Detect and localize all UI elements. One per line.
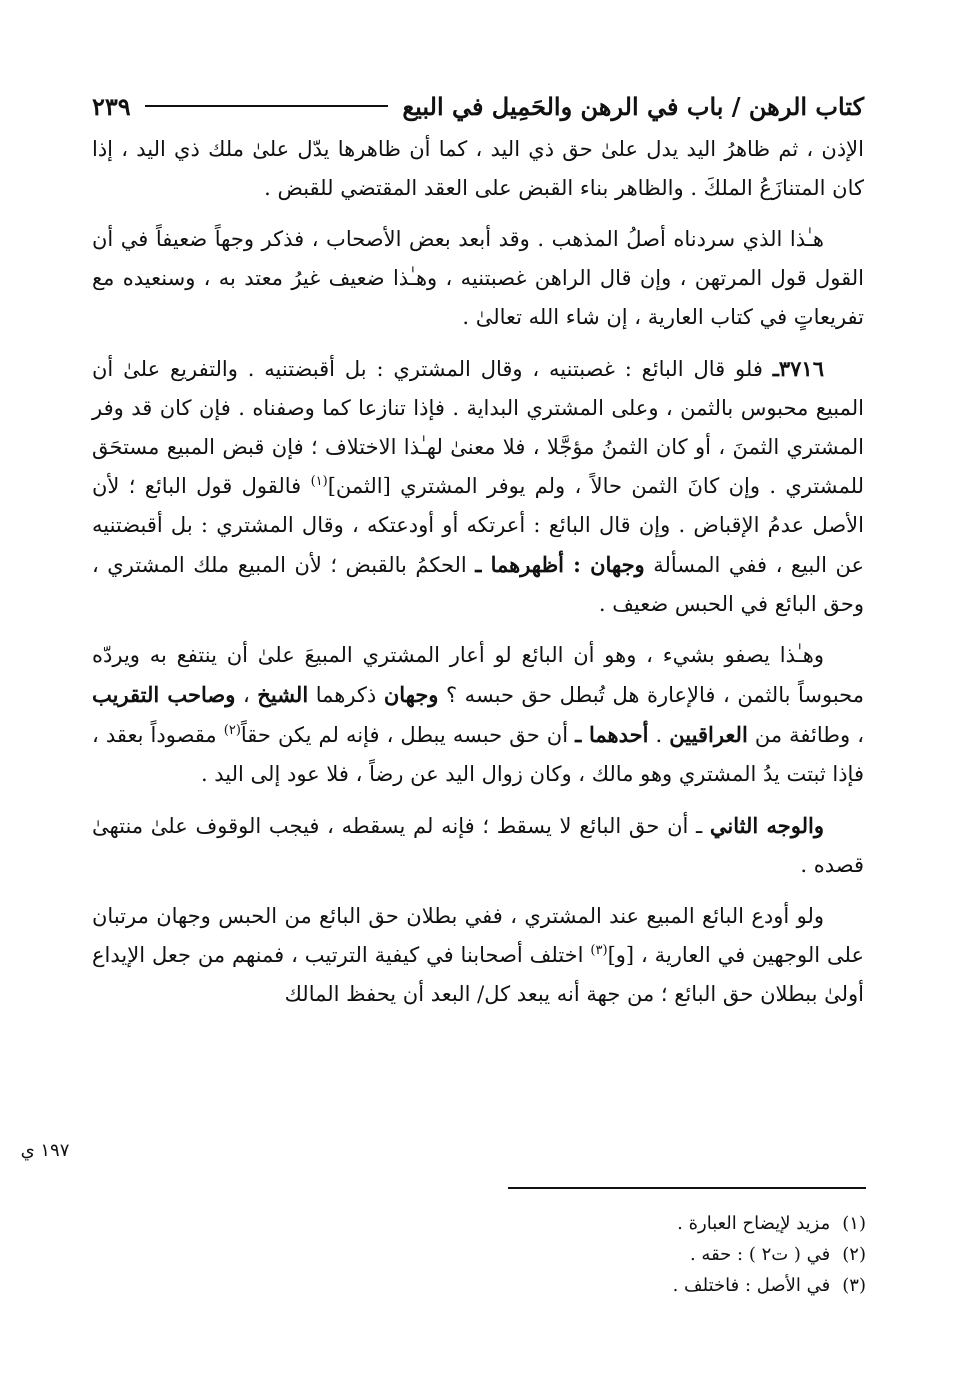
text-run: ، وطائفة من	[747, 723, 865, 747]
paragraph	[92, 636, 864, 794]
text-run: مقصوداً بعقد ، فإذا ثبتت يدُ المشتري وهو مالك ، وكان زوال اليد عن رضاً ، فلا عود إلى اليد .	[92, 723, 864, 786]
footnote-number: (٣)	[842, 1275, 866, 1296]
margin-note: ١٩٧ ي	[20, 1140, 70, 1161]
header-rule	[145, 105, 389, 107]
bold-text: وجهان	[383, 682, 439, 707]
footnote-marker: (١)	[310, 474, 328, 489]
paragraph	[92, 349, 864, 624]
text-run: وهـٰذا يصفو بشيء ، وهو أن البائع لو أعار المشتري المبيعَ علىٰ أن ينتفع به ويردّه محبوساً بالثمن ، فالإعارة هل تُبطل حق حبسه ؟	[92, 643, 864, 707]
text-run: فلو قال البائع : غصبتنيه ، وقال المشتري : بل أقبضتنيه . والتفريع علىٰ أن المبيع محبوس بالثمن ، وعلى المشتري البداية . فإذا تنازعا كما وصفناه . فإن كان قد وفر المشتري الثمنَ ، أو كان الثمنُ مؤجَّلا ، فلا معنىٰ لهـٰذا الاختلاف ؛ فإن قبض المبيع مستحَق للمشتري . وإن كانَ الثمن حالاً ، ولم يوفر المشتري [الثمن]	[92, 357, 864, 498]
bold-text: العراقيين	[669, 722, 748, 747]
text-run: ،	[235, 683, 258, 707]
paragraph	[92, 897, 864, 1014]
text-run: ـ أن حق البائع لا يسقط ؛ فإنه لم يسقطه ، فيجب الوقوف علىٰ منتهىٰ قصده .	[92, 814, 864, 877]
footnote-text: مزيد لإيضاح العبارة .	[677, 1213, 831, 1234]
footnote-rule	[508, 1187, 866, 1189]
text-run: الحكمُ بالقبض ؛ لأن المبيع ملك المشتري ، وحق البائع في الحبس ضعيف .	[92, 553, 864, 616]
paragraph	[92, 220, 864, 337]
footnotes	[300, 1208, 866, 1301]
footnote-text: في الأصل : فاختلف .	[672, 1275, 831, 1296]
text-run: ذكرهما	[308, 683, 384, 707]
paragraph	[92, 806, 864, 885]
footnote	[300, 1239, 866, 1270]
body-text	[92, 130, 864, 1014]
footnote-number: (١)	[842, 1213, 866, 1234]
bold-text: وجهان : أظهرهما ـ	[475, 552, 645, 577]
footnote-marker: (٣)	[590, 943, 608, 958]
footnote	[300, 1208, 866, 1239]
footnote-number: (٢)	[842, 1244, 866, 1265]
text-run: أن حق حبسه يبطل ، فإنه لم يكن حقاً	[240, 723, 576, 747]
text-run: ولو أودع البائع المبيع عند المشتري ، ففي بطلان حق البائع من الحبس وجهان مرتبان على الوجهين في العارية ، [و]	[92, 904, 864, 967]
bold-text: الشيخ	[257, 682, 309, 707]
paragraph	[92, 130, 864, 208]
footnote	[300, 1270, 866, 1301]
text-run: .	[648, 723, 670, 747]
footnote-marker: (٢)	[223, 723, 241, 738]
text-run: هـٰذا الذي سردناه أصلُ المذهب . وقد أبعد بعض الأصحاب ، فذكر وجهاً ضعيفاً في أن القول قول المرتهن ، وإن قال الراهن غصبتنيه ، وهـٰذا ضعيف غيرُ معتد به ، وسنعيده مع تفريعاتٍ في كتاب العارية ، إن شاء الله تعالىٰ .	[92, 227, 864, 329]
footnote-text: في ( ت٢ ) : حقه .	[689, 1244, 831, 1265]
running-header	[92, 86, 864, 126]
chapter-title: كتاب الرهن / باب في الرهن والحَمِيل في البيع	[402, 91, 864, 121]
bold-text: أحدهما ـ	[575, 722, 649, 747]
bold-text: ٣٧١٦ـ	[772, 356, 824, 381]
page-number: ٢٣٩	[92, 91, 131, 121]
text-run: الإذن ، ثم ظاهرُ اليد يدل علىٰ حق ذي اليد ، كما أن ظاهرها يدّل علىٰ ملك ذي اليد ، إذا كان المتنازَعُ الملكَ . والظاهر بناء القبض على العقد المقتضي للقبض .	[92, 137, 864, 200]
bold-text: وصاحب التقريب	[92, 682, 236, 707]
text-run: اختلف أصحابنا في كيفية الترتيب ، فمنهم من جعل الإيداع أولىٰ ببطلان حق البائع ؛ من جهة أنه يبعد كل/ البعد أن يحفظ المالك	[92, 943, 864, 1006]
bold-text: والوجه الثاني	[709, 813, 825, 838]
text-run: فالقول قول البائع ؛ لأن الأصل عدمُ الإقباض . وإن قال البائع : أعرتكه أو أودعتكه ، وقال المشتري : بل أقبضتنيه عن البيع ، ففي المسألة	[92, 474, 864, 577]
